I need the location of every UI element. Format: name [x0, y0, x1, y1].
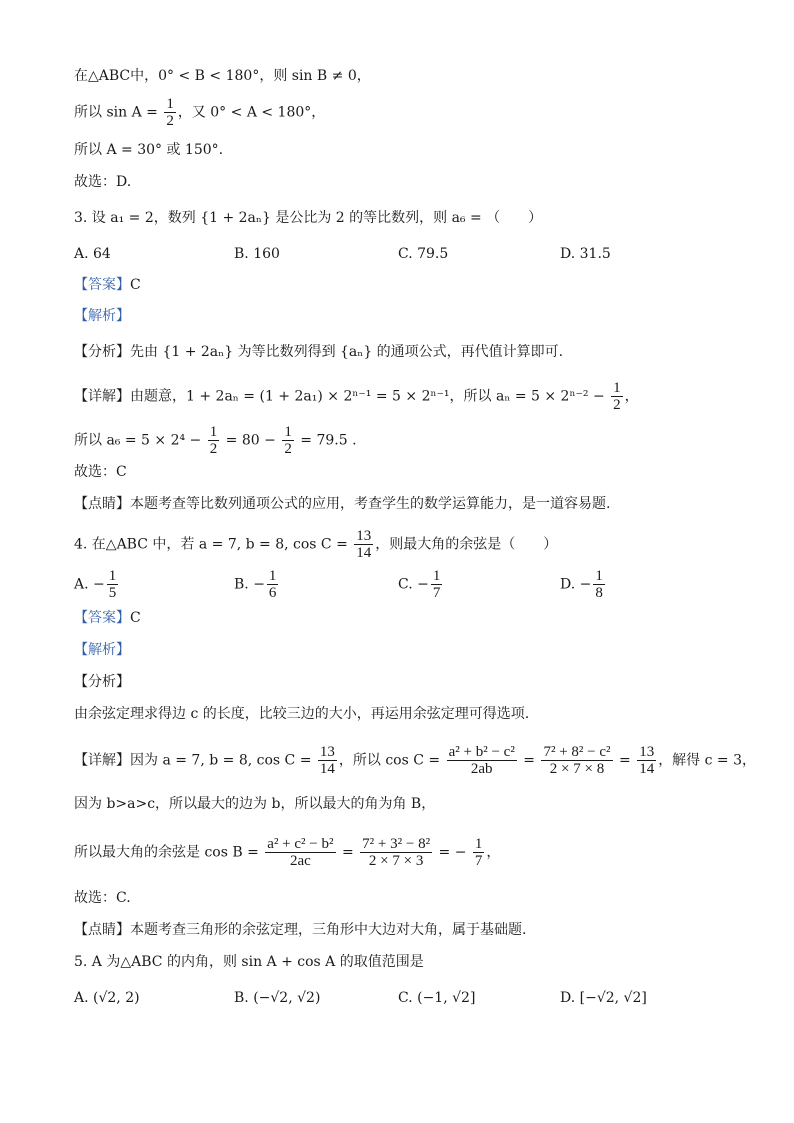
option-d: D. 31.5: [560, 246, 611, 262]
fraction: [282, 424, 294, 457]
numerator: 1: [284, 424, 292, 440]
text-segment: ，所以 cos C =: [338, 752, 445, 769]
text-segment: 4. 在△ABC 中，若 a = 7, b = 8, cos C =: [74, 536, 353, 553]
question-3: 3. 设 a₁ = 2，数列 {1 + 2aₙ} 是公比为 2 的等比数列，则 a₆ = （ ）: [74, 210, 543, 226]
answer-tag: 【答案】: [74, 277, 130, 293]
answer-line: [74, 275, 141, 295]
fraction: [541, 744, 612, 777]
text-segment: ，解得 c = 3，: [658, 752, 757, 769]
option-b: [234, 568, 280, 601]
fraction: [107, 568, 119, 601]
answer-value: C: [130, 277, 141, 293]
numerator: 7² + 8² − c²: [543, 744, 611, 760]
numerator: 13: [319, 744, 335, 760]
denominator: 2: [209, 441, 218, 457]
numerator: a² + b² − c²: [448, 744, 515, 760]
fraction: [431, 568, 443, 601]
text-line: 故选：D.: [74, 174, 132, 190]
denominator: 2 × 7 × 3: [368, 853, 424, 869]
answer-value: C: [130, 610, 141, 626]
text-segment: ，又 0° < A < 180°，: [177, 104, 326, 121]
text-segment: 所以 a₆ = 5 × 2⁴ −: [74, 432, 206, 449]
option-a: A. (√2, 2): [74, 990, 140, 1006]
denominator: 2: [284, 441, 292, 457]
text-segment: 【详解】由题意，1 + 2aₙ = (1 + 2a₁) × 2ⁿ⁻¹ = 5 × 2ⁿ⁻¹，所以 aₙ = 5 × 2ⁿ⁻² −: [74, 388, 610, 405]
option-c: [398, 568, 444, 601]
fraction: [611, 380, 623, 413]
answer-line: [74, 608, 141, 628]
detail-line: [74, 424, 357, 457]
detail-line: 因为 b>a>c，所以最大的边为 b，所以最大的角为角 B，: [74, 796, 436, 812]
text-line: 所以 A = 30° 或 150°.: [74, 142, 224, 158]
fraction: [473, 836, 485, 869]
numerator: 1: [595, 568, 603, 584]
denominator: 2ac: [289, 853, 311, 869]
option-a: A. 64: [74, 246, 111, 262]
fraction: [164, 96, 176, 129]
numerator: 13: [639, 744, 655, 760]
denominator: 7: [474, 853, 483, 869]
option-a: [74, 568, 120, 601]
text-segment: ，则最大角的余弦是（ ）: [375, 536, 558, 553]
option-label: D. −: [560, 576, 592, 593]
dianjing-line: 【点睛】本题考查三角形的余弦定理，三角形中大边对大角，属于基础题.: [74, 922, 527, 938]
numerator: 1: [613, 380, 621, 396]
numerator: 1: [474, 836, 483, 852]
option-label: C. −: [398, 576, 429, 593]
denominator: 2ab: [470, 761, 493, 777]
option-b: B. (−√2, √2): [234, 990, 321, 1006]
text-segment: 【详解】因为 a = 7, b = 8, cos C =: [74, 752, 316, 769]
analysis-tag: 【解析】: [74, 642, 130, 658]
option-c: C. (−1, √2]: [398, 990, 476, 1006]
detail-line: [74, 836, 500, 869]
text-segment: 所以 sin A =: [74, 104, 163, 121]
denominator: 2: [613, 397, 621, 413]
question-4: [74, 528, 557, 561]
fraction: [637, 744, 656, 777]
denominator: 6: [268, 585, 277, 601]
text-segment: ，: [486, 844, 501, 861]
numerator: 1: [166, 96, 174, 112]
denominator: 2 × 7 × 8: [549, 761, 605, 777]
numerator: 13: [356, 528, 372, 544]
option-d: D. [−√2, √2]: [560, 990, 647, 1006]
choose-line: 故选：C: [74, 464, 127, 480]
fraction: [318, 744, 337, 777]
fraction: [267, 568, 279, 601]
numerator: 1: [268, 568, 277, 584]
fraction: [354, 528, 373, 561]
numerator: 1: [432, 568, 441, 584]
text-line: [74, 96, 325, 129]
text-segment: =: [518, 752, 540, 769]
text-segment: =: [337, 844, 359, 861]
option-label: A. −: [74, 576, 105, 593]
numerator: a² + c² − b²: [267, 836, 334, 852]
option-label: B. −: [234, 576, 265, 593]
denominator: 5: [108, 585, 117, 601]
fraction: [593, 568, 605, 601]
denominator: 7: [432, 585, 441, 601]
fenxi-text: 由余弦定理求得边 c 的长度，比较三边的大小，再运用余弦定理可得选项.: [74, 706, 530, 722]
text-segment: =: [614, 752, 636, 769]
detail-line: [74, 380, 639, 413]
fraction: [447, 744, 517, 777]
denominator: 14: [319, 761, 335, 777]
text-segment: = 80 −: [221, 432, 281, 449]
text-segment: = 79.5 .: [295, 432, 357, 449]
question-5: 5. A 为△ABC 的内角，则 sin A + cos A 的取值范围是: [74, 954, 424, 970]
denominator: 8: [595, 585, 603, 601]
analysis-fenxi: 【分析】先由 {1 + 2aₙ} 为等比数列得到 {aₙ} 的通项公式，再代值计算即可.: [74, 344, 564, 360]
text-line: 在△ABC中，0° < B < 180°，则 sin B ≠ 0，: [74, 68, 371, 84]
fraction: [360, 836, 432, 869]
denominator: 14: [356, 545, 372, 561]
choose-line: 故选：C.: [74, 890, 131, 906]
answer-tag: 【答案】: [74, 610, 130, 626]
numerator: 7² + 3² − 8²: [362, 836, 431, 852]
dianjing-line: 【点睛】本题考查等比数列通项公式的应用，考查学生的数学运算能力，是一道容易题.: [74, 496, 611, 512]
fenxi-tag: 【分析】: [74, 674, 130, 690]
option-b: B. 160: [234, 246, 280, 262]
text-segment: ，: [624, 388, 639, 405]
denominator: 14: [639, 761, 655, 777]
numerator: 1: [108, 568, 117, 584]
text-segment: 所以最大角的余弦是 cos B =: [74, 844, 264, 861]
numerator: 1: [209, 424, 218, 440]
fraction: [208, 424, 220, 457]
detail-line: [74, 744, 756, 777]
text-segment: = −: [434, 844, 471, 861]
analysis-tag: 【解析】: [74, 308, 130, 324]
denominator: 2: [166, 113, 174, 129]
option-c: C. 79.5: [398, 246, 449, 262]
fraction: [265, 836, 335, 869]
option-d: [560, 568, 607, 601]
